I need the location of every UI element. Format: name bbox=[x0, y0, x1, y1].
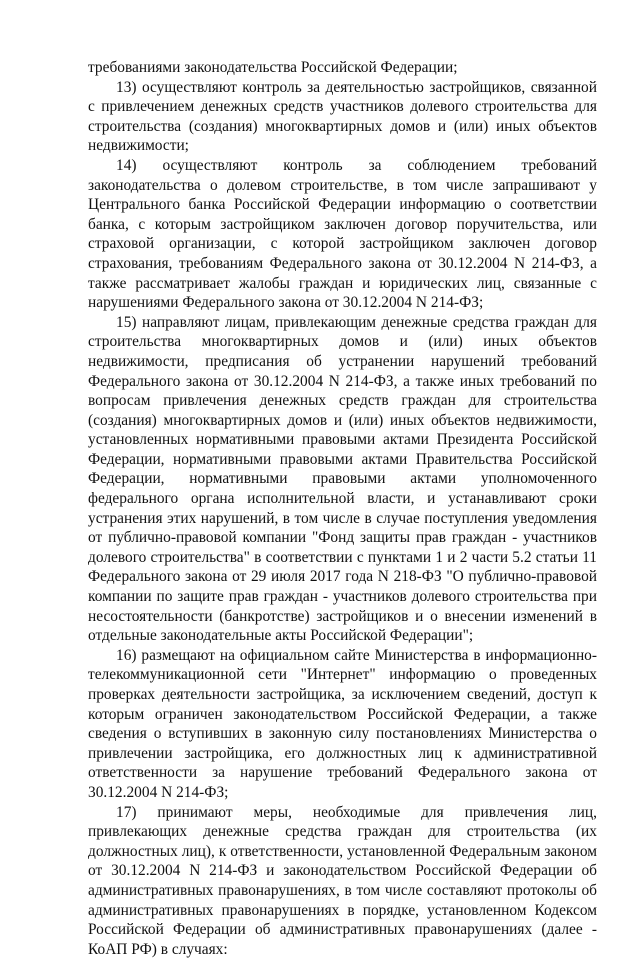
paragraph-item-16: 16) размещают на официальном сайте Министерства в информационно-телекоммуникационной сети "Интернет" информацию о проведенных проверках деятельности застройщика, за исключением сведений, доступ к которым ограничен законодательством Российской Федерации, а также сведения о вступивших в законную силу постановлениях Министерства о привлечении застройщика, его должностных лиц к административной ответственности за нарушение требований Федерального закона от 30.12.2004 N 214-ФЗ; bbox=[88, 646, 597, 801]
paragraph-item-14: 14) осуществляют контроль за соблюдением требований законодательства о долевом строительстве, в том числе запрашивают у Центрального банка Российской Федерации информацию о соответствии банка, с которым застройщиком заключен договор поручительства, или страховой организации, с которой застройщиком заключен договор страхования, требованиям Федерального закона от 30.12.2004 N 214-ФЗ, а также рассматривает жалобы граждан и юридических лиц, связанные с нарушениями Федерального закона от 30.12.2004 N 214-ФЗ; bbox=[88, 156, 597, 312]
paragraph-item-13: 13) осуществляют контроль за деятельностью застройщиков, связанной с привлечением денежных средств участников долевого строительства для строительства (создания) многоквартирных домов и (или) иных объектов недвижимости; bbox=[88, 78, 597, 155]
document-page bbox=[88, 58, 597, 959]
paragraph-item-17: 17) принимают меры, необходимые для привлечения лиц, привлекающих денежные средства граждан для строительства (их должностных лиц), к ответственности, установленной Федеральным законом от 30.12.2004 N 214-ФЗ и законодательством Российской Федерации об административных правонарушениях, в том числе составляют протоколы об административных правонарушениях в порядке, установленном Кодексом Российской Федерации об административных правонарушениях (далее - КоАП РФ) в случаях: bbox=[88, 803, 597, 958]
paragraph-item-15: 15) направляют лицам, привлекающим денежные средства граждан для строительства многоквартирных домов и (или) иных объектов недвижимости, предписания об устранении нарушений требований Федерального закона от 30.12.2004 N 214-ФЗ, а также иных требований по вопросам привлечения денежных средств граждан для строительства (создания) многоквартирных домов и (или) иных объектов недвижимости, установленных нормативными правовыми актами Президента Российской Федерации, нормативными правовыми актами Правительства Российской Федерации, нормативными правовыми актами уполномоченного федерального органа исполнительной власти, и устанавливают сроки устранения этих нарушений, в том числе в случае поступления уведомления от публично-правовой компании "Фонд защиты прав граждан - участников долевого строительства" в соответствии с пунктами 1 и 2 части 5.2 статьи 11 Федерального закона от 29 июля 2017 года N 218-ФЗ "О публично-правовой компании по защите прав граждан - участников долевого строительства при несостоятельности (банкротстве) застройщиков и о внесении изменений в отдельные законодательные акты Российской Федерации"; bbox=[88, 313, 597, 645]
paragraph-continuation: требованиями законодательства Российской Федерации; bbox=[88, 59, 458, 76]
